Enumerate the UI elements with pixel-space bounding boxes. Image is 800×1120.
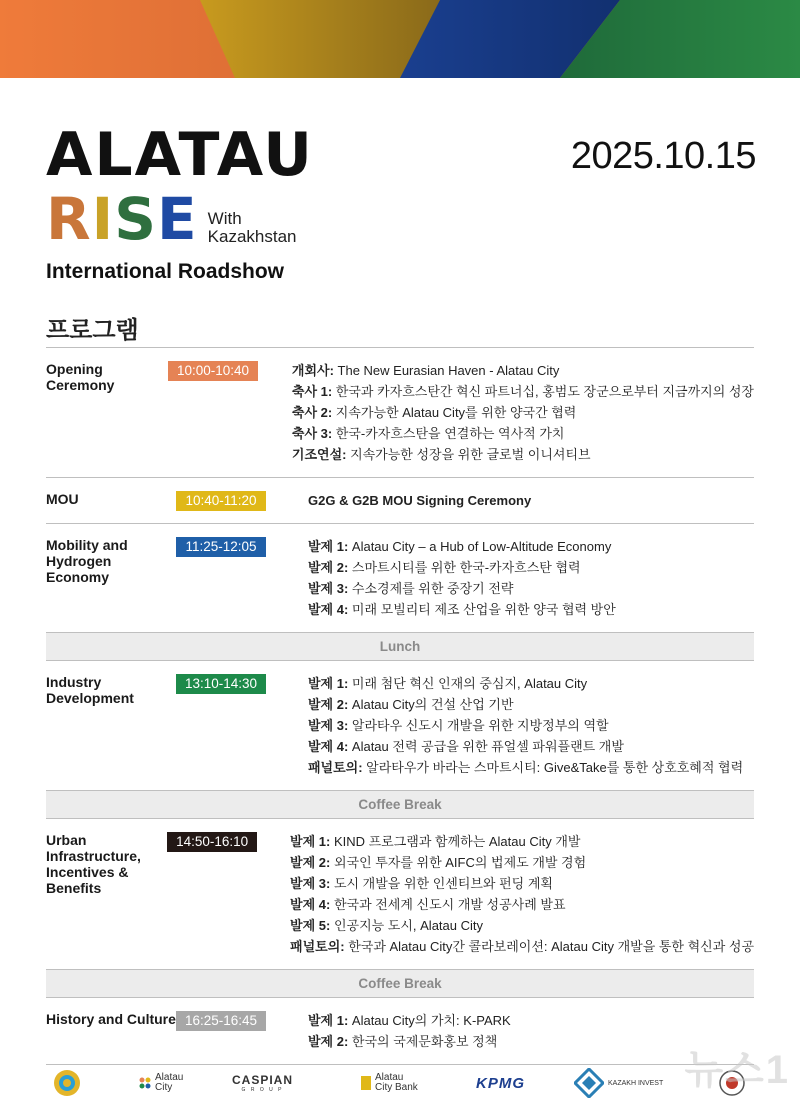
schedule-section — [46, 523, 754, 632]
session-item-text: 외국인 투자를 위한 AIFC의 법제도 개발 경험 — [330, 855, 587, 870]
alatau-bank-line2: City Bank — [375, 1082, 418, 1093]
time-badge: 16:25-16:45 — [176, 1011, 266, 1031]
session-item — [308, 557, 754, 578]
session-item — [290, 831, 754, 852]
time-badge: 10:00-10:40 — [168, 361, 258, 381]
time-badge: 11:25-12:05 — [176, 537, 266, 557]
session-item-label: 발제 3: — [290, 876, 331, 891]
time-cell — [176, 478, 308, 523]
session-item — [308, 715, 754, 736]
schedule-section — [46, 997, 754, 1064]
time-badge: 14:50-16:10 — [167, 832, 257, 852]
session-item-text: 미래 모빌리티 제조 산업을 위한 양국 협력 방안 — [348, 602, 616, 617]
break-row: Lunch — [46, 632, 754, 660]
session-items — [308, 524, 754, 632]
session-item-text: 도시 개발을 위한 인센티브와 펀딩 계획 — [330, 876, 553, 891]
session-item — [308, 757, 754, 778]
rise-letter-s: S — [114, 185, 158, 253]
session-items — [308, 661, 754, 790]
event-date: 2025.10.15 — [570, 135, 756, 177]
time-badge: 10:40-11:20 — [176, 491, 266, 511]
section-title: Mobility and Hydrogen Economy — [46, 537, 128, 585]
session-item — [308, 578, 754, 599]
session-item-label: 발제 1: — [308, 1013, 349, 1028]
with-line1: With — [207, 209, 242, 228]
session-item-text: 수소경제를 위한 중장기 전략 — [348, 581, 514, 596]
session-item — [308, 694, 754, 715]
alatau-logo: ALATAU — [46, 120, 315, 190]
session-item — [308, 736, 754, 757]
session-item — [290, 936, 754, 957]
session-item — [308, 599, 754, 620]
sponsor-logos — [46, 1062, 766, 1104]
session-item — [290, 915, 754, 936]
session-item-label: 발제 4: — [308, 739, 349, 754]
session-item-text: KIND 프로그램과 함께하는 Alatau City 개발 — [330, 834, 581, 849]
session-item-label: 축사 2: — [291, 405, 333, 420]
schedule-section — [46, 477, 754, 523]
caspian-text: CASPIAN — [232, 1073, 294, 1087]
with-line2: Kazakhstan — [207, 227, 297, 246]
rise-wordmark — [46, 185, 198, 253]
session-item-text: Alatau City의 건설 산업 기반 — [348, 697, 514, 712]
kazakh-invest-text: KAZAKH INVEST — [608, 1079, 664, 1087]
program-schedule — [46, 347, 754, 1065]
session-item-label: G2G & G2B MOU Signing Ceremony — [308, 493, 532, 508]
session-item-text: Alatau 전력 공급을 위한 퓨얼셀 파워플랜트 개발 — [348, 739, 624, 754]
session-item-text: The New Eurasian Haven - Alatau City — [333, 363, 560, 378]
session-item-label: 발제 3: — [308, 718, 349, 733]
session-item-label: 개회사: — [291, 363, 334, 378]
kazakh-invest-logo — [574, 1062, 663, 1104]
session-item-label: 발제 4: — [290, 897, 331, 912]
session-item-label: 발제 2: — [308, 560, 349, 575]
alatau-city-logo — [138, 1062, 183, 1104]
session-items — [308, 478, 754, 523]
section-title: Urban Infrastructure, Incentives & Benefits — [46, 832, 141, 896]
top-color-banner — [0, 0, 800, 78]
session-item-text: 지속가능한 성장을 위한 글로벌 이니셔티브 — [346, 447, 591, 462]
alatau-city-bank-logo — [360, 1062, 418, 1104]
session-item-label: 발제 1: — [308, 676, 349, 691]
session-items — [292, 348, 754, 477]
session-item-label: 발제 2: — [290, 855, 331, 870]
rise-logo — [46, 185, 297, 253]
session-item-label: 축사 1: — [291, 384, 333, 399]
rise-letter-i: I — [91, 185, 115, 253]
schedule-section — [46, 818, 754, 969]
session-items — [290, 819, 754, 969]
section-title: Opening Ceremony — [46, 361, 115, 393]
caspian-group-logo — [232, 1062, 293, 1104]
kpmg-logo — [476, 1062, 525, 1104]
break-row: Coffee Break — [46, 790, 754, 818]
program-title: 프로그램 — [46, 316, 139, 344]
time-cell — [167, 819, 290, 969]
alatau-city-logo-text: Alatau City — [155, 1072, 184, 1093]
section-title: History and Culture — [46, 1011, 176, 1027]
schedule-section — [46, 347, 754, 477]
session-item — [292, 444, 754, 465]
session-item — [292, 381, 754, 402]
session-item-label: 발제 2: — [308, 697, 349, 712]
break-row: Coffee Break — [46, 969, 754, 997]
section-title: Industry Development — [46, 674, 134, 706]
session-item — [308, 1010, 754, 1031]
alatau-bank-line1: Alatau — [375, 1072, 404, 1083]
time-cell — [176, 661, 308, 790]
session-item-label: 기조연설: — [291, 447, 347, 462]
session-item-label: 발제 1: — [290, 834, 331, 849]
session-item — [292, 423, 754, 444]
session-item-text: 미래 첨단 혁신 인재의 중심지, Alatau City — [348, 676, 588, 691]
session-item-text: Alatau City의 가치: K-PARK — [348, 1013, 511, 1028]
news1-watermark: 뉴스1 — [684, 1048, 790, 1092]
caspian-sub-text: G R O U P — [241, 1087, 284, 1093]
session-item — [290, 873, 754, 894]
rise-letter-e: E — [157, 185, 198, 253]
session-item-text: 한국과 Alatau City간 콜라보레이션: Alatau City 개발을 통한 혁신과 성공 — [344, 939, 754, 954]
session-item — [308, 673, 754, 694]
session-item-text: 한국과 전세계 신도시 개발 성공사례 발표 — [330, 897, 566, 912]
time-cell — [176, 998, 308, 1064]
session-item-text: 알라타우 신도시 개발을 위한 지방정부의 역할 — [348, 718, 609, 733]
session-item — [290, 894, 754, 915]
session-item — [290, 852, 754, 873]
time-cell — [176, 524, 308, 632]
session-item-label: 발제 2: — [308, 1034, 349, 1049]
session-item-label: 발제 1: — [308, 539, 349, 554]
session-item — [292, 360, 754, 381]
kpmg-text: KPMG — [476, 1074, 525, 1092]
time-badge: 13:10-14:30 — [176, 674, 266, 694]
session-item-text: 한국-카자흐스탄을 연결하는 역사적 가치 — [332, 426, 565, 441]
session-item-text: 인공지능 도시, Alatau City — [330, 918, 483, 933]
event-header — [46, 120, 756, 290]
session-item-label: 축사 3: — [291, 426, 333, 441]
session-item-label: 패널토의: — [290, 939, 345, 954]
schedule-section — [46, 660, 754, 790]
session-item-label: 패널토의: — [308, 760, 363, 775]
session-item-text: 알라타우가 바라는 스마트시티: Give&Take를 통한 상호호혜적 협력 — [362, 760, 744, 775]
session-item — [292, 402, 754, 423]
kazakhstan-emblem-logo — [52, 1062, 82, 1104]
section-title: MOU — [46, 491, 79, 507]
session-item-text: Alatau City – a Hub of Low-Altitude Economy — [348, 539, 612, 554]
session-item-text: 스마트시티를 위한 한국-카자흐스탄 협력 — [348, 560, 581, 575]
rise-letter-r: R — [46, 185, 92, 253]
session-item-text: 지속가능한 Alatau City를 위한 양국간 협력 — [332, 405, 577, 420]
session-item-label: 발제 5: — [290, 918, 331, 933]
session-item — [308, 490, 754, 511]
session-item-label: 발제 4: — [308, 602, 349, 617]
session-item-text: 한국의 국제문화홍보 정책 — [348, 1034, 498, 1049]
event-subtitle: International Roadshow — [46, 260, 285, 283]
session-item-label: 발제 3: — [308, 581, 349, 596]
with-kazakhstan — [208, 210, 297, 246]
time-cell — [168, 348, 292, 477]
session-item-text: 한국과 카자흐스탄간 혁신 파트너십, 홍범도 장군으로부터 지금까지의 성장 — [332, 384, 754, 399]
session-item — [308, 536, 754, 557]
